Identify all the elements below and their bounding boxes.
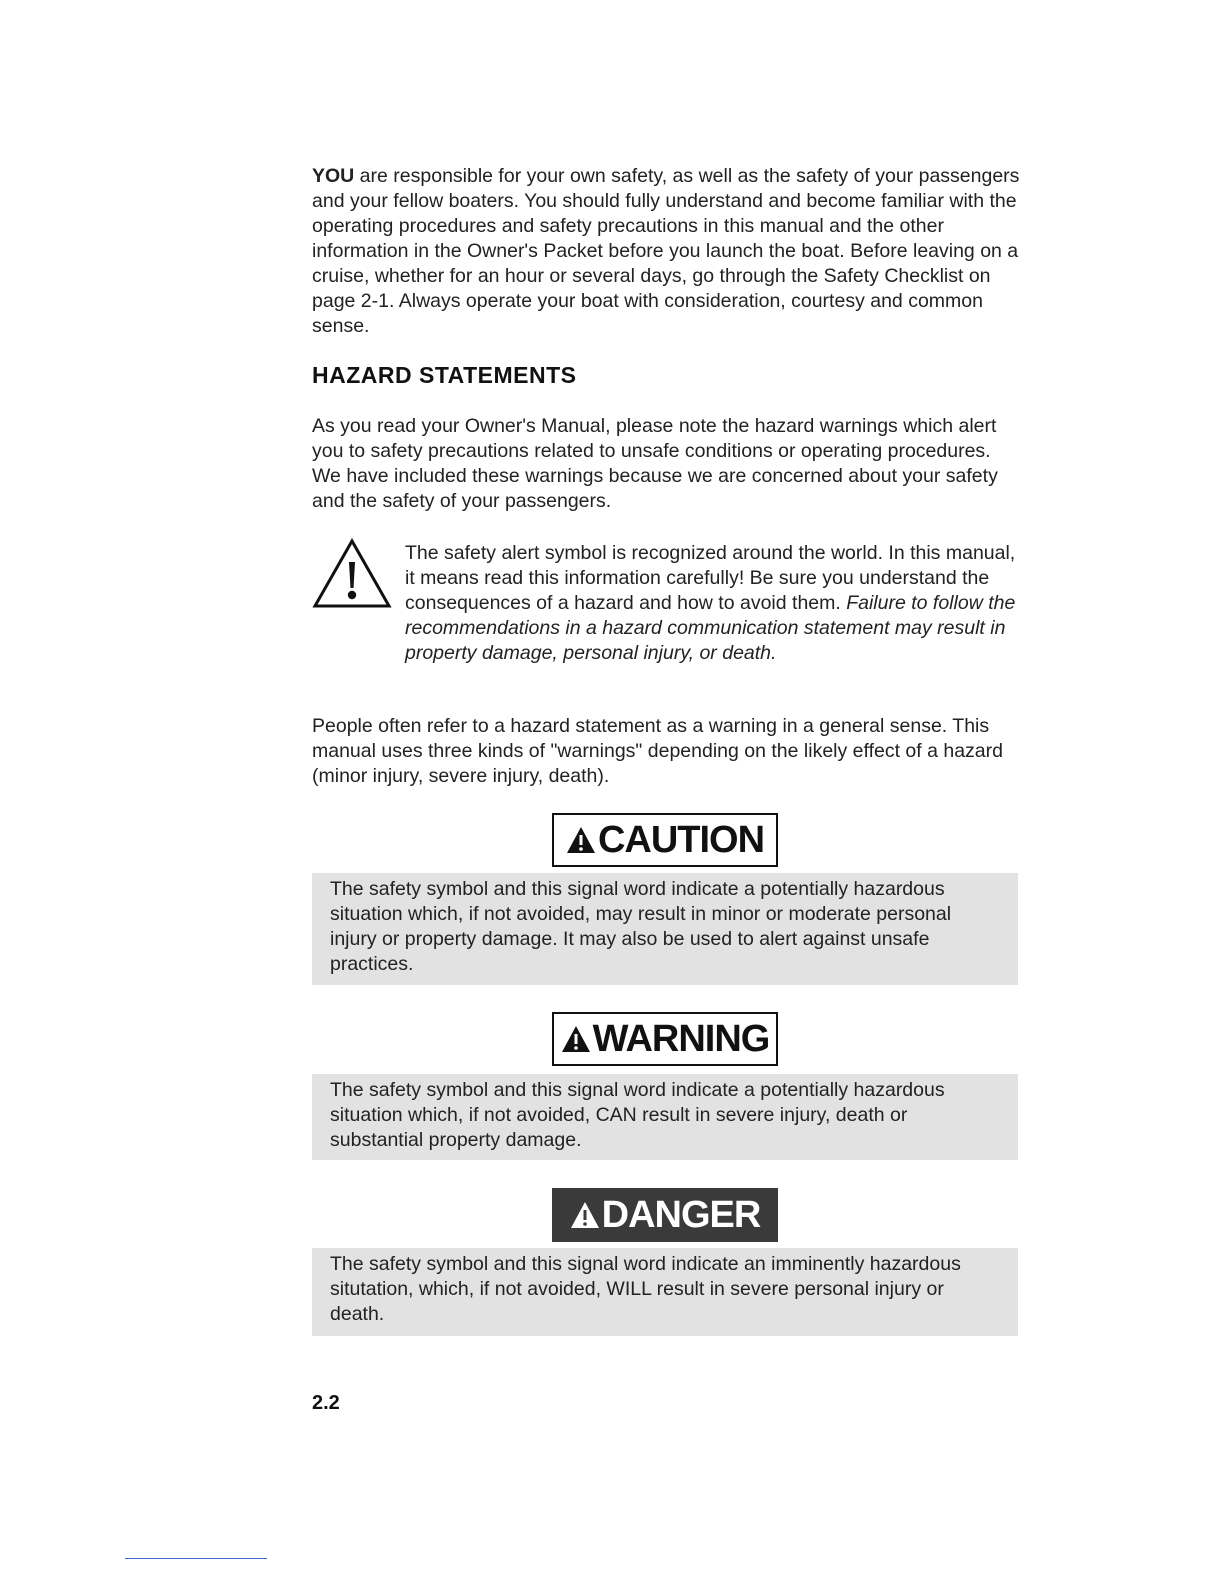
safety-alert-description bbox=[405, 541, 1025, 666]
alert-text-italic: Failure to follow the recommendations in a hazard communication statement may result in property damage, personal injury, or death. bbox=[405, 592, 1016, 664]
page-number: 2.2 bbox=[312, 1392, 340, 1414]
section-heading: HAZARD STATEMENTS bbox=[312, 362, 577, 388]
danger-description: The safety symbol and this signal word indicate an imminently hazardous situtation, which, if not avoided, WILL result in severe personal injury or death. bbox=[312, 1248, 1018, 1336]
danger-alert-icon bbox=[570, 1201, 600, 1229]
intro-paragraph bbox=[312, 164, 1024, 339]
footer-rule bbox=[125, 1558, 267, 1559]
hazard-intro-paragraph: As you read your Owner's Manual, please note the hazard warnings which alert you to safety precautions related to unsafe conditions or operating procedures. We have included these warnings because we are concerned about your safety and the safety of your passengers. bbox=[312, 415, 998, 512]
danger-label: DANGER bbox=[601, 1193, 761, 1236]
alert-text: The safety alert symbol is recognized around the world. In this manual, it means read this information carefully! Be sure you understand the consequences of a hazard and how to avoid them. bbox=[405, 542, 1016, 614]
caution-description: The safety symbol and this signal word indicate a potentially hazardous situation which, if not avoided, may result in minor or moderate personal injury or property damage. It may also be used to alert against unsafe practices. bbox=[312, 873, 1018, 985]
safety-alert-icon bbox=[312, 538, 392, 610]
intro-text: are responsible for your own safety, as well as the safety of your passengers and your fellow boaters. You should fully understand and become familiar with the operating procedures and safety precautions in this manual and the other information in the Owner's Packet before you launch the boat. Before leaving on a cruise, whether for an hour or several days, go through the Safety Checklist on page 2-1. Always operate your boat with consideration, courtesy and common sense. bbox=[312, 165, 1020, 337]
danger-sign bbox=[552, 1188, 778, 1242]
intro-lead: YOU bbox=[312, 165, 355, 187]
warning-alert-icon bbox=[561, 1025, 591, 1053]
warnings-explanation-paragraph: People often refer to a hazard statement as a warning in a general sense. This manual uses three kinds of "warnings" depending on the likely effect of a hazard (minor injury, severe injury, death). bbox=[312, 715, 1003, 787]
caution-label: CAUTION bbox=[597, 818, 765, 861]
warning-sign bbox=[552, 1012, 778, 1066]
warning-label: WARNING bbox=[592, 1017, 770, 1060]
caution-alert-icon bbox=[566, 826, 596, 854]
caution-sign bbox=[552, 813, 778, 867]
warning-description: The safety symbol and this signal word indicate a potentially hazardous situation which, if not avoided, CAN result in severe injury, death or substantial property damage. bbox=[312, 1074, 1018, 1160]
